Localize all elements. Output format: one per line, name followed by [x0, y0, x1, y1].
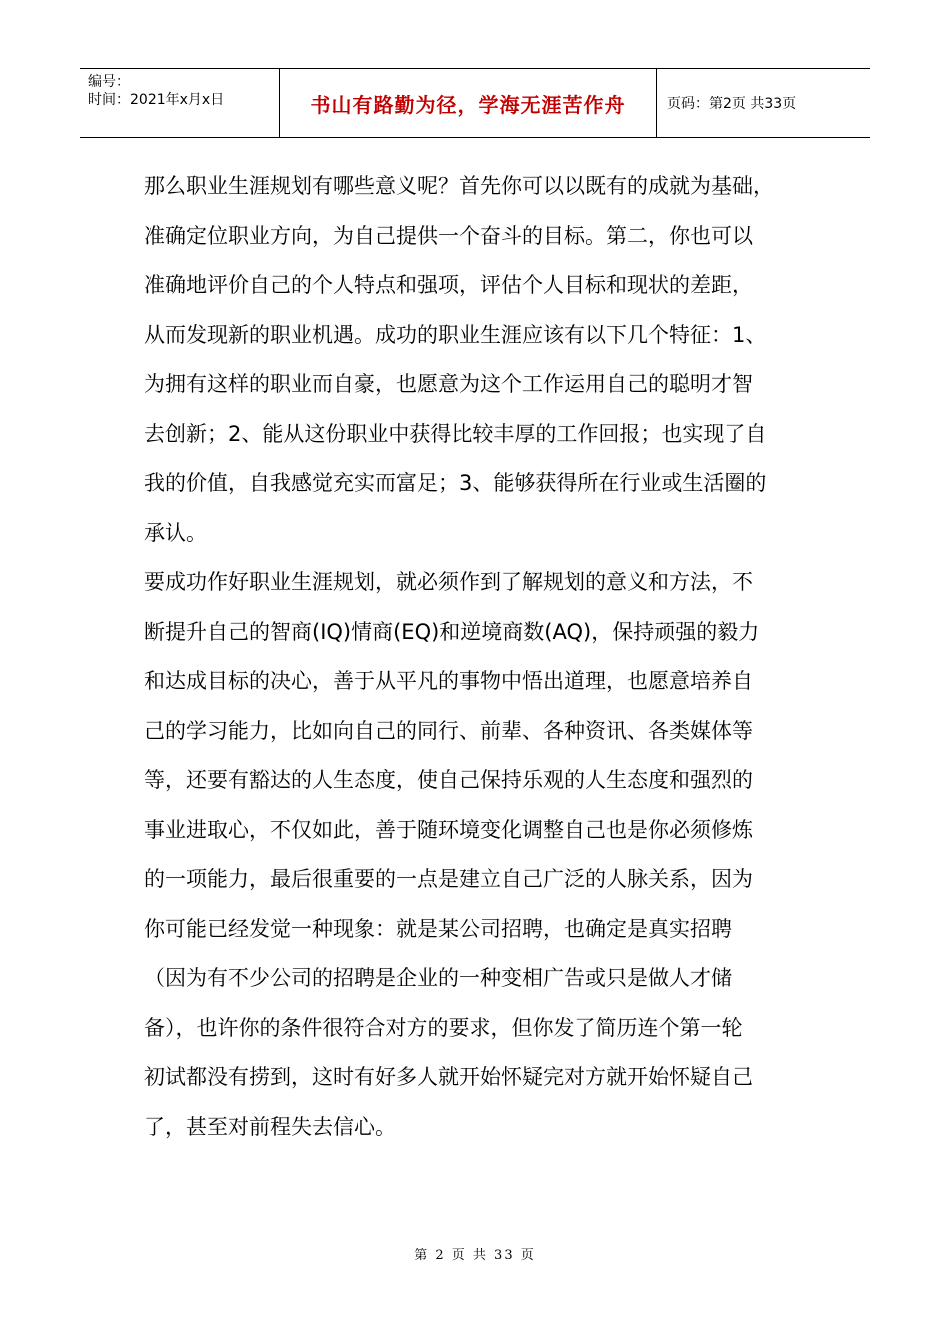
paragraph-2	[144, 558, 814, 1152]
page-footer: 第 2 页 共 33 页	[414, 1248, 536, 1263]
text-line: 的一项能力，最后很重要的一点是建立自己广泛的人脉关系，因为	[144, 867, 753, 891]
text-line: 备），也许你的条件很符合对方的要求，但你发了简历连个第一轮	[144, 1015, 743, 1040]
text-line: 了，甚至对前程失去信心。	[144, 1114, 396, 1139]
text-line: 等，还要有豁达的人生态度，使自己保持乐观的人生态度和强烈的	[144, 768, 753, 792]
document-date: 时间：2021年x月x日	[88, 92, 225, 108]
header-page-number: 页码：第2页 共33页	[667, 96, 797, 112]
text-line: 去创新；2、能从这份职业中获得比较丰厚的工作回报；也实现了自	[144, 421, 767, 446]
header-meta	[80, 69, 280, 137]
paragraph-1	[144, 162, 814, 558]
text-line: 初试都没有捞到，这时有好多人就开始怀疑完对方就开始怀疑自己	[144, 1065, 753, 1089]
text-line: 从而发现新的职业机遇。成功的职业生涯应该有以下几个特征：1、	[144, 322, 767, 347]
text-line: 我的价值，自我感觉充实而富足；3、能够获得所在行业或生活圈的	[144, 471, 767, 495]
document-body	[144, 162, 814, 1152]
text-line: 要成功作好职业生涯规划，就必须作到了解规划的意义和方法，不	[144, 570, 753, 594]
document-number: 编号：	[88, 74, 130, 90]
text-line: （因为有不少公司的招聘是企业的一种变相广告或只是做人才储	[144, 966, 732, 990]
page-header	[80, 68, 870, 138]
text-line: 断提升自己的智商(IQ)情商(EQ)和逆境商数(AQ)，保持顽强的毅力	[144, 619, 760, 644]
text-line: 你可能已经发觉一种现象：就是某公司招聘，也确定是真实招聘	[144, 916, 732, 941]
text-line: 那么职业生涯规划有哪些意义呢？首先你可以以既有的成就为基础，	[144, 174, 774, 198]
text-line: 己的学习能力，比如向自己的同行、前辈、各种资讯、各类媒体等	[144, 718, 753, 743]
text-line: 承认。	[144, 520, 207, 545]
text-line: 准确地评价自己的个人特点和强项，评估个人目标和现状的差距，	[144, 273, 753, 297]
text-line: 和达成目标的决心，善于从平凡的事物中悟出道理，也愿意培养自	[144, 669, 753, 693]
text-line: 为拥有这样的职业而自豪，也愿意为这个工作运用自己的聪明才智	[144, 372, 753, 396]
header-motto: 书山有路勤为径，学海无涯苦作舟	[280, 69, 657, 137]
text-line: 事业进取心，不仅如此，善于随环境变化调整自己也是你必须修炼	[144, 817, 753, 842]
text-line: 准确定位职业方向，为自己提供一个奋斗的目标。第二，你也可以	[144, 223, 753, 248]
